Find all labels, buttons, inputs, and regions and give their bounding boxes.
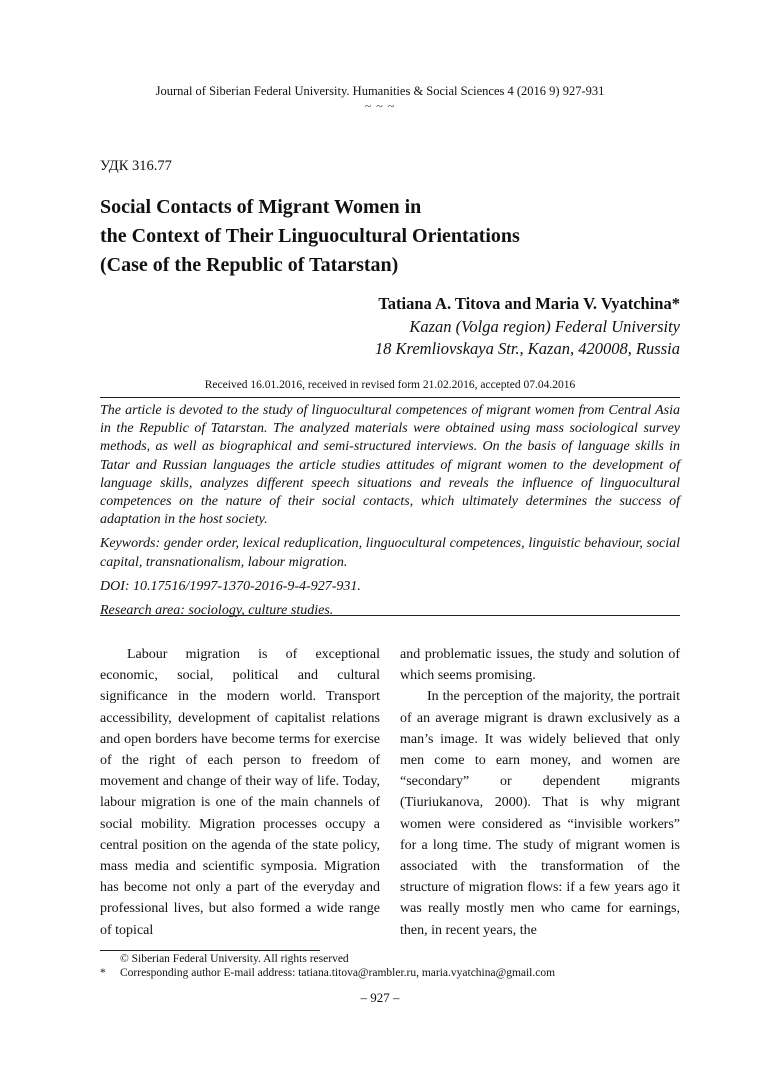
title-line-1: Social Contacts of Migrant Women in (100, 196, 422, 218)
copyright-footnote: © Siberian Federal University. All rights reserved (120, 953, 349, 965)
paragraph: Labour migration is of exceptional economic, social, political and cultural significance in the modern world. Transport accessibility, development of capitalist relations and open borders have become terms for exercise of the right of each person to freedom of movement and change of their way of life. Today, labour migration is one of the main channels of social mobility. Migration processes occupy a central position on the agenda of the state policy, mass media and scientific symposia. Migration has become not only a part of the everyday and professional lives, but also formed a wide range of topical (100, 647, 380, 938)
abstract-block (100, 402, 680, 620)
corresponding-footnote: Corresponding author E-mail address: tatiana.titova@rambler.ru, maria.vyatchina@gmail.com (120, 967, 556, 979)
abstract-bottom-rule (100, 615, 680, 616)
abstract-text: The article is devoted to the study of linguocultural competences of migrant women from Central Asia in the Republic of Tatarstan. The analyzed materials were obtained using mass sociological survey methods, as well as biographical and semi-structured interviews. On the basis of language skills in Tatar and Russian languages the article studies attitudes of migrant women to the development of language skills, analyzes different speech situations and reveals the influence of linguocultural competences on the nature of their social contacts, which ultimately determines the success of adaptation in the host society. (100, 403, 680, 528)
title-line-3: (Case of the Republic of Tatarstan) (100, 254, 399, 276)
udc-code: УДК 316.77 (100, 158, 172, 174)
affiliation-line-2: 18 Kremliovskaya Str., Kazan, 420008, Russia (374, 339, 680, 358)
received-dates: Received 16.01.2016, received in revised form 21.02.2016, accepted 07.04.2016 (204, 379, 576, 391)
article-title (100, 193, 660, 280)
journal-header: Journal of Siberian Federal University. Humanities & Social Sciences 4 (2016 9) 927-931 (155, 84, 605, 98)
header-ornament: ~ ~ ~ (364, 99, 396, 113)
title-line-2: the Context of Their Linguocultural Orientations (100, 225, 520, 247)
authors: Tatiana A. Titova and Maria V. Vyatchina* (378, 294, 680, 313)
body-column-right (400, 644, 680, 941)
abstract-top-rule (100, 397, 680, 398)
affiliation-line-1: Kazan (Volga region) Federal University (409, 317, 680, 336)
page-number: – 927 – (360, 990, 400, 1005)
paragraph: In the perception of the majority, the portrait of an average migrant is drawn exclusively as a man’s image. It was widely believed that only men come to earn money, and women are “secondary” or dependent migrants (Tiuriukanova, 2000). That is why migrant women were considered as “invisible workers” for a long time. The study of migrant women is associated with the transformation of the structure of migration flows: if a few years ago it was really mostly men who came for earnings, then, in recent years, the (400, 689, 680, 938)
corresponding-mark: * (100, 967, 106, 979)
paragraph: and problematic issues, the study and solution of which seems promising. (400, 647, 680, 684)
footnote-rule (100, 950, 320, 951)
body-column-left (100, 644, 380, 941)
research-area: Research area: sociology, culture studies. (100, 603, 334, 619)
keywords: Keywords: gender order, lexical reduplication, linguocultural competences, linguistic behaviour, social capital, transnationalism, labour migration. (100, 536, 680, 570)
doi: DOI: 10.17516/1997-1370-2016-9-4-927-931. (100, 578, 361, 594)
